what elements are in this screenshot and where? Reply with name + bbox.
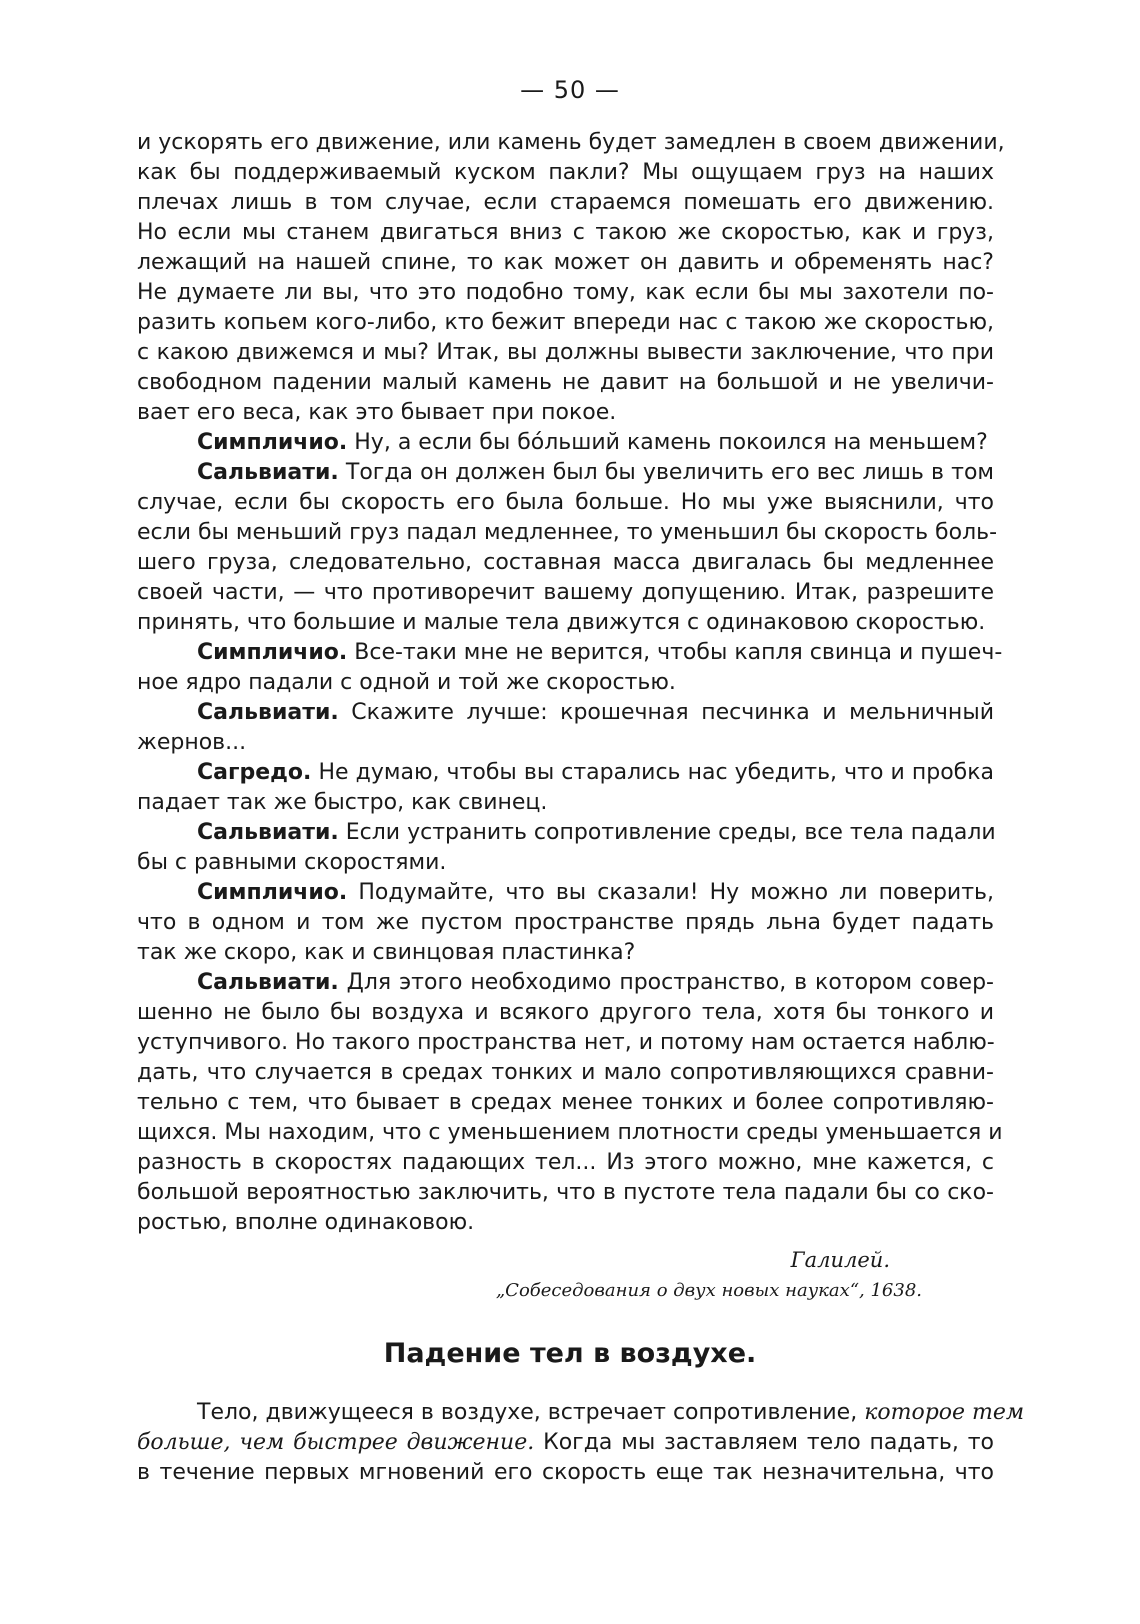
speaker-name: Симпличио. xyxy=(197,880,348,905)
text-line: лежащий на нашей спине, то как может он давить и обременять нас? xyxy=(137,250,994,275)
section-paragraph xyxy=(137,1398,1025,1488)
section-heading: Падение тел в воздухе. xyxy=(383,1338,757,1369)
paragraph-text: Когда мы заставляем тело падать, то xyxy=(543,1430,994,1455)
speech-text: Для этого необходимо пространство, в котором совер- xyxy=(346,970,994,995)
text-line: и ускорять его движение, или камень будет замедлен в своем движении, xyxy=(137,130,1005,155)
text-line: бы с равными скоростями. xyxy=(137,850,447,875)
text-line xyxy=(137,968,994,998)
text-line: как бы поддерживаемый куском пакли? Мы ощущаем груз на наших xyxy=(137,160,994,185)
paragraph-line xyxy=(137,1428,994,1458)
text-line: шего груза, следовательно, составная масса двигалась бы медленнее xyxy=(137,550,994,575)
text-line xyxy=(137,428,994,458)
text-line: вает его веса, как это бывает при покое. xyxy=(137,400,617,425)
text-line: ное ядро падали с одной и той же скоростью. xyxy=(137,670,676,695)
text-line: принять, что большие и малые тела движутся с одинаковою скоростью. xyxy=(137,610,986,635)
text-line xyxy=(137,758,994,788)
text-line: шенно не было бы воздуха и всякого другого тела, хотя бы тонкого и xyxy=(137,1000,994,1025)
text-line: уступчивого. Но такого пространства нет, и потому нам остается наблю- xyxy=(137,1030,995,1055)
speaker-name: Симпличио. xyxy=(197,640,348,665)
text-line: свободном падении малый камень не давит на большой и не увеличи- xyxy=(137,370,994,395)
text-line: разность в скоростях падающих тел... Из этого можно, мне кажется, с xyxy=(137,1150,994,1175)
text-line: Не думаете ли вы, что это подобно тому, как если бы мы захотели по- xyxy=(137,280,994,305)
text-line: дать, что случается в средах тонких и мало сопротивляющихся сравни- xyxy=(137,1060,994,1085)
text-line: что в одном и том же пустом пространстве прядь льна будет падать xyxy=(137,910,994,935)
text-line xyxy=(137,458,994,488)
author-name: Галилей. xyxy=(790,1248,890,1272)
text-line: своей части, — что противоречит вашему допущению. Итак, разрешите xyxy=(137,580,994,605)
text-line: плечах лишь в том случае, если стараемся помешать его движению. xyxy=(137,190,994,215)
text-line xyxy=(137,818,994,848)
emphasis-text: которое тем xyxy=(864,1400,1025,1425)
text-line: случае, если бы скорость его была больше. Но мы уже выяснили, что xyxy=(137,490,994,515)
speaker-name: Сагредо. xyxy=(197,760,312,785)
speaker-name: Симпличио. xyxy=(197,430,348,455)
speaker-name: Сальвиати. xyxy=(197,970,339,995)
paragraph-line xyxy=(137,1398,1025,1428)
text-line xyxy=(137,878,994,908)
text-line: с какою движемся и мы? Итак, вы должны вывести заключение, что при xyxy=(137,340,994,365)
speech-text: Не думаю, чтобы вы старались нас убедить, что и пробка xyxy=(318,760,995,785)
speech-text: Все-таки мне не верится, чтобы капля свинца и пушеч- xyxy=(354,640,1003,665)
speech-text: Подумайте, что вы сказали! Ну можно ли поверить, xyxy=(358,880,994,905)
paragraph-line: в течение первых мгновений его скорость еще так незначительна, что xyxy=(137,1460,994,1485)
text-line: разить копьем кого-либо, кто бежит впереди нас с такою же скоростью, xyxy=(137,310,994,335)
speech-text: Тогда он должен был бы увеличить его вес лишь в том xyxy=(345,460,995,485)
paragraph-text: Тело, движущееся в воздухе, встречает сопротивление, xyxy=(197,1400,858,1425)
source-title: „Собеседования о двух новых науках“, 1638. xyxy=(495,1280,922,1301)
text-line xyxy=(137,638,1003,668)
text-line: так же скоро, как и свинцовая пластинка? xyxy=(137,940,636,965)
speaker-name: Сальвиати. xyxy=(197,700,339,725)
emphasis-text: больше, чем быстрее движение. xyxy=(137,1430,535,1455)
text-line: Но если мы станем двигаться вниз с такою же скоростью, как и груз, xyxy=(137,220,994,245)
text-line: щихся. Мы находим, что с уменьшением плотности среды уменьшается и xyxy=(137,1120,1003,1145)
text-line: большой вероятностью заключить, что в пустоте тела падали бы со ско- xyxy=(137,1180,994,1205)
speech-text: Ну, а если бы бо́льший камень покоился на меньшем? xyxy=(354,430,988,455)
speaker-name: Сальвиати. xyxy=(197,820,339,845)
text-line: ростью, вполне одинаковою. xyxy=(137,1210,475,1235)
text-line xyxy=(137,698,994,728)
text-line: падает так же быстро, как свинец. xyxy=(137,790,548,815)
speaker-name: Сальвиати. xyxy=(197,460,339,485)
text-line: тельно с тем, что бывает в средах менее тонких и более сопротивляю- xyxy=(137,1090,994,1115)
speech-text: Скажите лучше: крошечная песчинка и мельничный xyxy=(351,700,994,725)
page-number: — 50 — xyxy=(520,76,620,104)
text-line: если бы меньший груз падал медленнее, то уменьшил бы скорость боль- xyxy=(137,520,998,545)
speech-text: Если устранить сопротивление среды, все тела падали xyxy=(345,820,996,845)
dialogue-text xyxy=(137,128,1005,1238)
text-line: жернов... xyxy=(137,730,247,755)
